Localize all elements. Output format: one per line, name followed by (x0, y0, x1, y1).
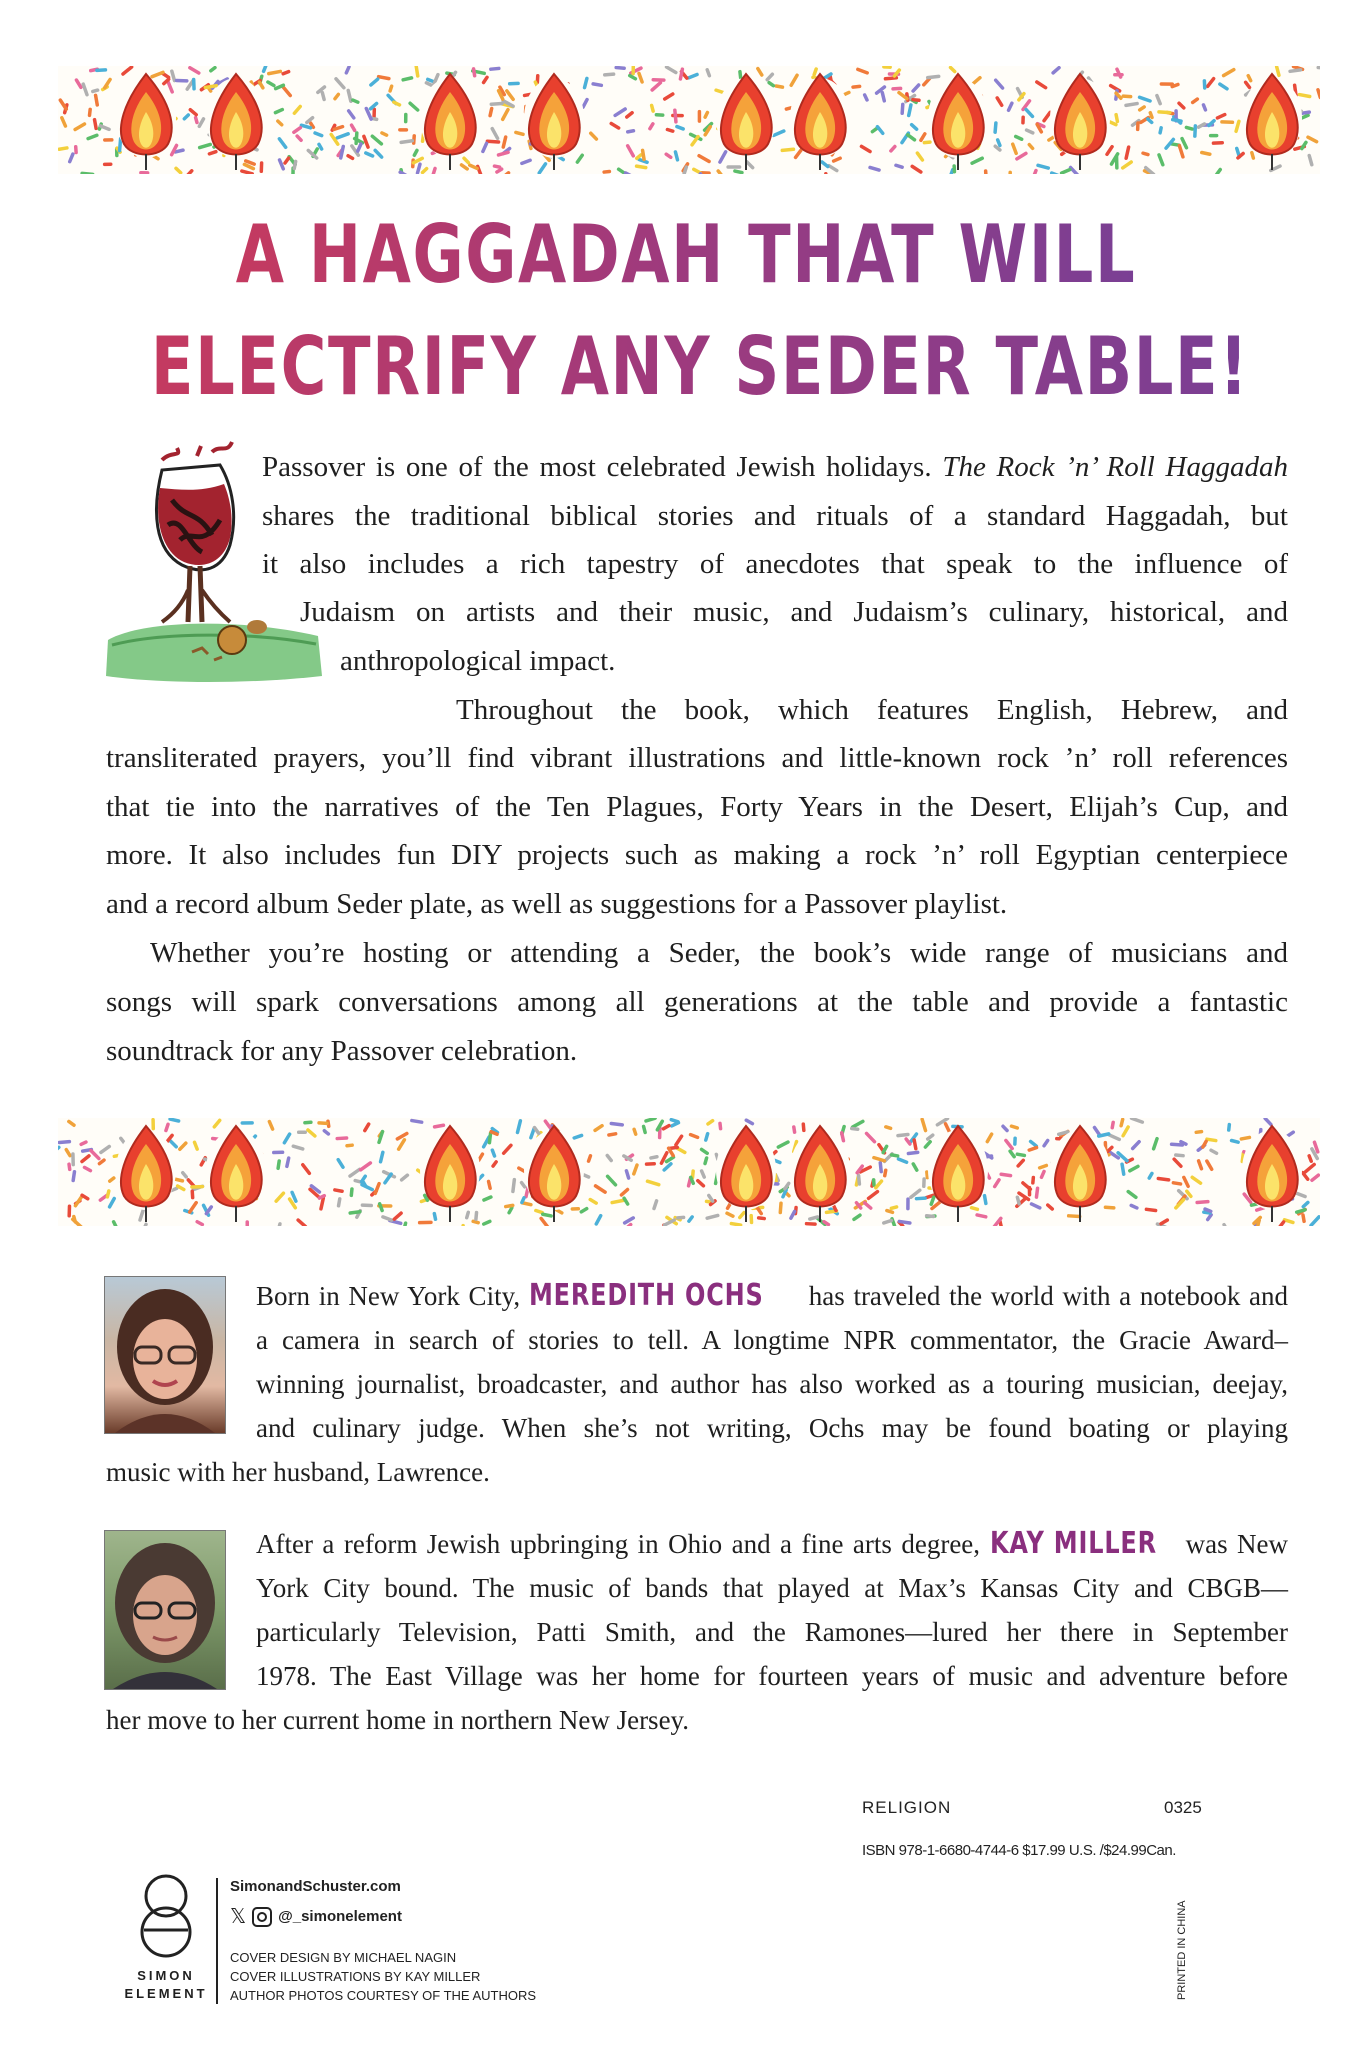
description-paragraph-2-first: Throughout the book, which features English, Hebrew, and (456, 694, 1288, 726)
description-paragraph-1-end: anthropological impact. (340, 645, 616, 677)
author-bio-meredith-ochs: Born in New York City, MEREDITH OCHS has traveled the world with a notebook and a camera in search of stories to tell. A longtime NPR commentator, the Gracie Award– winning journalist, broadcaster, and author has also worked as a touring musician, deejay, and culinary judge. When she’s not writing, Ochs may be found boating or playing (256, 1274, 1288, 1450)
description-paragraph-3-first: Whether you’re hosting or attending a Seder, the book’s wide range of musicians and (150, 937, 1288, 969)
flame-icon (716, 1126, 776, 1222)
description-paragraph-1: Passover is one of the most celebrated Jewish holidays. The Rock ’n’ Roll Haggadah shares the traditional biblical stories and rituals of a standard Haggadah, but it also includes a rich tapestry of anecdotes that speak to the influence of (262, 451, 1288, 580)
flame-icon (928, 74, 988, 170)
price-code: 0325 (1164, 1798, 1202, 1817)
author-bio-kay-miller: After a reform Jewish upbringing in Ohio and a fine arts degree, KAY MILLER was New York City bound. The music of bands that played at Max’s Kansas City and CBGB— particularly Television, Patti Smith, and the Ramones—lured her there in September 1978. The East Village was her home for fourteen years of music and adventure before (256, 1522, 1288, 1698)
flame-icon (1242, 1126, 1302, 1222)
website-link[interactable]: SimonandSchuster.com (230, 1878, 401, 1895)
category-label: RELIGION (862, 1798, 952, 1817)
credit-line: AUTHOR PHOTOS COURTESY OF THE AUTHORS (230, 1988, 537, 2003)
description-paragraph-2: transliterated prayers, you’ll find vibrant illustrations and little-known rock ’n’ roll references that tie into the narratives of the Ten Plagues, Forty Years in the Desert, Elijah’s Cup, and more. It also includes fun DIY projects such as making a rock ’n’ roll Egyptian centerpiece and a record album Seder plate, as well as suggestions for a Passover playlist. (106, 742, 1288, 920)
headline-line-1: A HAGGADAH THAT WILL (235, 208, 1137, 301)
instagram-icon (252, 1907, 272, 1927)
flame-icon (420, 74, 480, 170)
flame-icon (790, 1126, 850, 1222)
author-name: MEREDITH OCHS (528, 1278, 764, 1313)
x-logo-icon: 𝕏 (230, 1906, 247, 1928)
description-paragraph-3: songs will spark conversations among all generations at the table and provide a fantastic soundtrack for any Passover celebration. (106, 986, 1288, 1067)
credits (230, 1948, 536, 2005)
decorative-flame-band-top (58, 66, 1320, 174)
headline-line-2: ELECTRIFY ANY SEDER TABLE! (150, 320, 1250, 413)
decorative-flame-band-bottom (58, 1118, 1320, 1226)
author-bio-kay-miller-end: her move to her current home in northern New Jersey. (106, 1705, 690, 1735)
flame-icon (206, 74, 266, 170)
flame-icon (116, 74, 176, 170)
author-photo-kay-miller (104, 1530, 226, 1690)
footer-divider (216, 1878, 218, 2004)
social-handle-row[interactable]: 𝕏 @_simonelement (230, 1906, 402, 1928)
flame-icon (1050, 74, 1110, 170)
flame-icon (420, 1126, 480, 1222)
flame-icon (524, 74, 584, 170)
isbn-price: ISBN 978-1-6680-4744-6 $17.99 U.S. /$24.99Can. (862, 1842, 1176, 1859)
flame-icon (928, 1126, 988, 1222)
credit-line: COVER DESIGN BY MICHAEL NAGIN (230, 1950, 457, 1965)
simon-element-logo (124, 1872, 208, 2002)
publisher-name-line-1: SIMON (137, 1968, 195, 1983)
author-photo-meredith-ochs (104, 1276, 226, 1434)
author-name: KAY MILLER (989, 1526, 1157, 1561)
credit-line: COVER ILLUSTRATIONS BY KAY MILLER (230, 1969, 481, 1984)
publisher-name-line-2: ELEMENT (124, 1986, 208, 2001)
printed-in-label: PRINTED IN CHINA (1176, 1900, 1188, 2000)
author-bio-meredith-ochs-end: music with her husband, Lawrence. (106, 1457, 490, 1487)
simon-element-logo-icon (124, 1872, 208, 1962)
description-paragraph-1-cont: Judaism on artists and their music, and Judaism’s culinary, historical, and (300, 596, 1288, 628)
